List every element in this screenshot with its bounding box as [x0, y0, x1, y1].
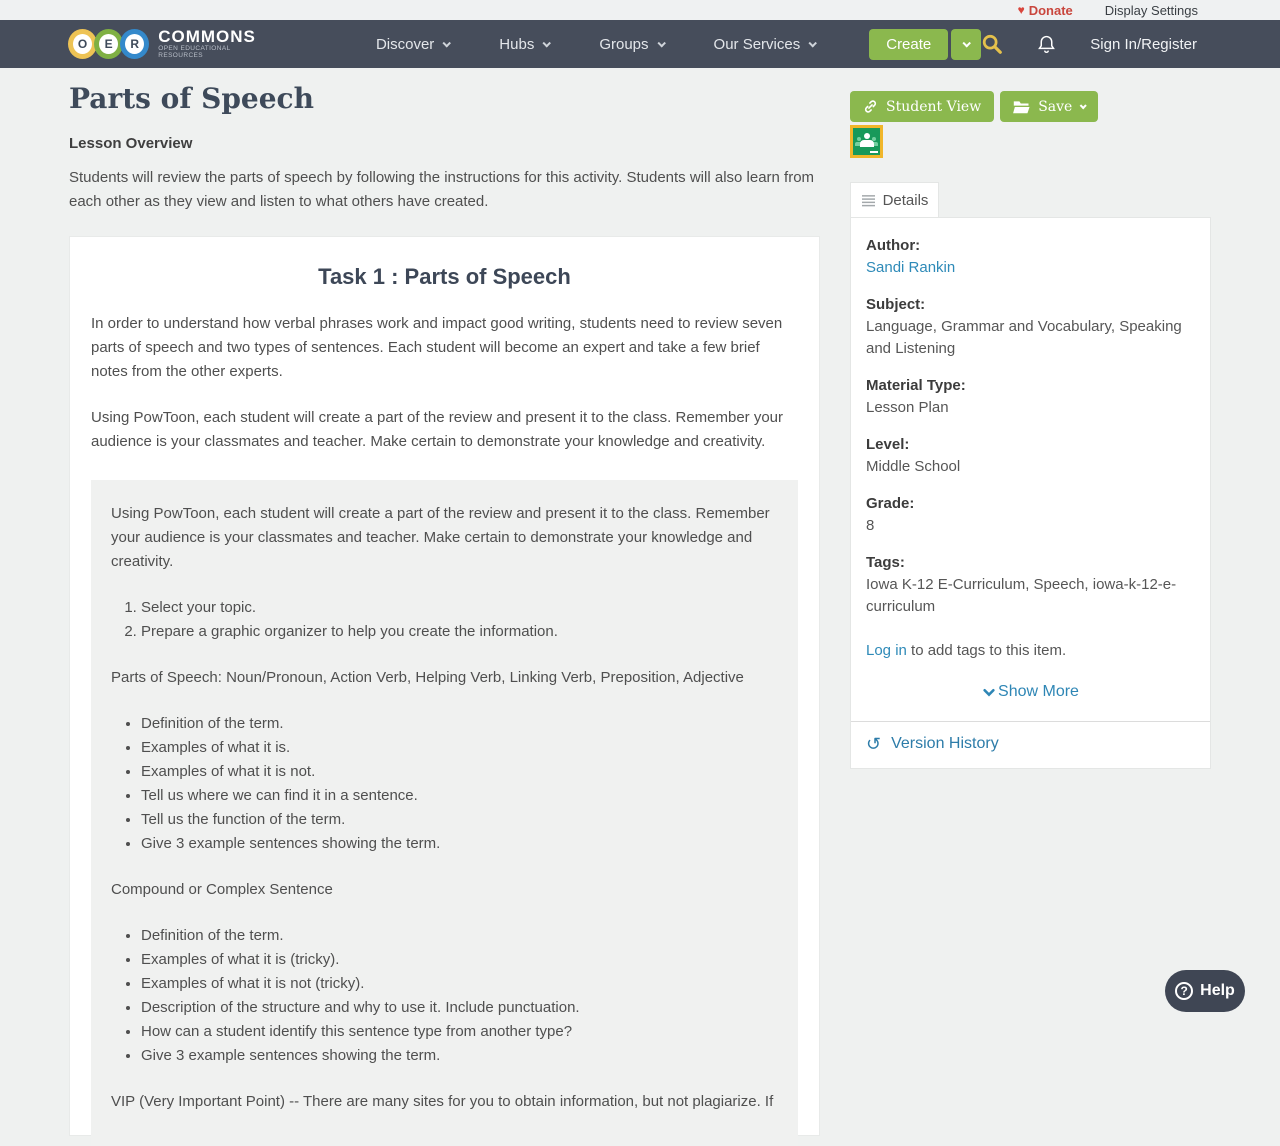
heart-icon: ♥ [1017, 3, 1025, 17]
notifications-button[interactable] [1036, 33, 1057, 55]
task-paragraph: Using PowToon, each student will create a part of the review and present it to the class. Remember your audience is your classmates and teacher. Make certain to demonstrate your knowledge and creativity. [91, 409, 784, 450]
nav-item-our-services[interactable]: Our Services [714, 36, 816, 53]
top-utility-bar [0, 0, 1280, 20]
list-item: 2. Prepare a graphic organizer to help you create the information. [141, 620, 778, 644]
bell-icon [1036, 33, 1057, 55]
logo-ring-o: O [68, 29, 97, 59]
details-panel [850, 217, 1211, 769]
list-item: • Definition of the term. [141, 712, 778, 736]
help-button[interactable]: ? Help [1165, 970, 1245, 1012]
nav-menu [376, 36, 815, 53]
chevron-down-icon [982, 685, 996, 699]
log-in-link[interactable]: Log in [866, 642, 907, 659]
lesson-overview-heading: Lesson Overview [69, 135, 193, 152]
navbar-right-cluster [981, 33, 1280, 55]
task-instructions-box [91, 480, 798, 1146]
google-classroom-icon [853, 128, 880, 155]
create-dropdown-button[interactable] [951, 29, 981, 60]
logo-ring-r: R [120, 29, 149, 59]
sentence-bullet-list [111, 924, 778, 1068]
create-button-group [869, 29, 981, 60]
list-item: • How can a student identify this sentence type from another type? [141, 1020, 778, 1044]
donate-label: Donate [1028, 2, 1073, 18]
nav-item-groups[interactable]: Groups [599, 36, 663, 53]
chevron-down-icon [1080, 102, 1087, 109]
chevron-down-icon [657, 39, 665, 47]
vip-line: VIP (Very Important Point) -- There are many sites for you to obtain information, but not plagiarize. If [111, 1093, 774, 1110]
list-item: • Give 3 example sentences showing the term. [141, 1044, 778, 1068]
search-icon [981, 33, 1003, 55]
list-item: • Give 3 example sentences showing the term. [141, 832, 778, 856]
task-paragraph: In order to understand how verbal phrases work and impact good writing, students need to review seven parts of speech and two types of sentences. Each student will become an expert and take a few brief notes from the other experts. [91, 315, 783, 380]
logo-text [158, 29, 272, 59]
save-button[interactable]: Save [1000, 91, 1098, 122]
folder-icon [1013, 100, 1030, 114]
list-item: • Examples of what it is not (tricky). [141, 972, 778, 996]
logo-ring-e: E [94, 29, 123, 59]
steps-list [111, 596, 778, 644]
list-item: • Tell us the function of the term. [141, 808, 778, 832]
question-mark-icon: ? [1175, 982, 1193, 1000]
list-item: 1. Select your topic. [141, 596, 778, 620]
field-tags: Tags: Iowa K-12 E-Curriculum, Speech, iowa-k-12-e-curriculum [866, 554, 1177, 615]
nav-item-discover[interactable]: Discover [376, 36, 449, 53]
action-button-row [850, 91, 1098, 122]
list-item: • Description of the structure and why to use it. Include punctuation. [141, 996, 778, 1020]
task-card [69, 236, 820, 1136]
field-material-type: Material Type: Lesson Plan [866, 377, 966, 416]
field-author: Author: Sandi Rankin [866, 237, 956, 276]
version-history-button[interactable]: ↺ Version History [851, 721, 1210, 768]
field-subject: Subject: Language, Grammar and Vocabulary, Speaking and Listening [866, 296, 1182, 357]
link-icon [863, 99, 878, 114]
parts-bullet-list [111, 712, 778, 856]
history-icon: ↺ [866, 734, 882, 754]
list-icon [861, 194, 876, 207]
main-navbar [0, 20, 1280, 68]
parts-of-speech-line: Parts of Speech: Noun/Pronoun, Action Verb, Helping Verb, Linking Verb, Preposition, Adjective [111, 669, 744, 686]
list-item: • Definition of the term. [141, 924, 778, 948]
sign-in-register-link[interactable]: Sign In/Register [1090, 35, 1197, 53]
compound-sentence-line: Compound or Complex Sentence [111, 881, 333, 898]
tab-details[interactable]: Details [850, 182, 939, 218]
search-button[interactable] [981, 33, 1003, 55]
list-item: • Tell us where we can find it in a sentence. [141, 784, 778, 808]
box-intro: Using PowToon, each student will create a part of the review and present it to the class. Remember your audience is your classmates and teacher. Make certain to demonstrate your knowledge and creativity. [111, 505, 770, 570]
donate-link[interactable] [1018, 3, 1073, 18]
login-prompt: Log in to add tags to this item. [866, 642, 1067, 659]
page-title: Parts of Speech [69, 82, 314, 115]
chevron-down-icon [809, 39, 817, 47]
chevron-down-icon [443, 39, 451, 47]
logo-subtitle: OPEN EDUCATIONAL RESOURCES [158, 45, 231, 59]
chevron-down-icon [543, 39, 551, 47]
lesson-overview-text: Students will review the parts of speech by following the instructions for this activity. Students will also learn from each other as they view and listen to what others have created. [69, 169, 815, 210]
field-level: Level: Middle School [866, 436, 961, 475]
list-item: • Examples of what it is (tricky). [141, 948, 778, 972]
oer-commons-logo[interactable] [68, 29, 272, 59]
list-item: • Examples of what it is not. [141, 760, 778, 784]
display-settings-link[interactable]: Display Settings [1104, 2, 1198, 18]
field-grade: Grade: 8 [866, 495, 915, 534]
google-classroom-share-button[interactable] [850, 125, 883, 158]
list-item: • Examples of what it is. [141, 736, 778, 760]
chevron-down-icon [963, 39, 971, 47]
task-heading: Task 1 : Parts of Speech [318, 264, 571, 289]
show-more-button[interactable]: Show More [866, 659, 1195, 721]
logo-title: COMMONS [158, 27, 256, 46]
author-link[interactable]: Sandi Rankin [866, 259, 956, 276]
nav-item-hubs[interactable]: Hubs [499, 36, 549, 53]
student-view-button[interactable]: Student View [850, 91, 994, 122]
create-button[interactable]: Create [869, 29, 948, 60]
